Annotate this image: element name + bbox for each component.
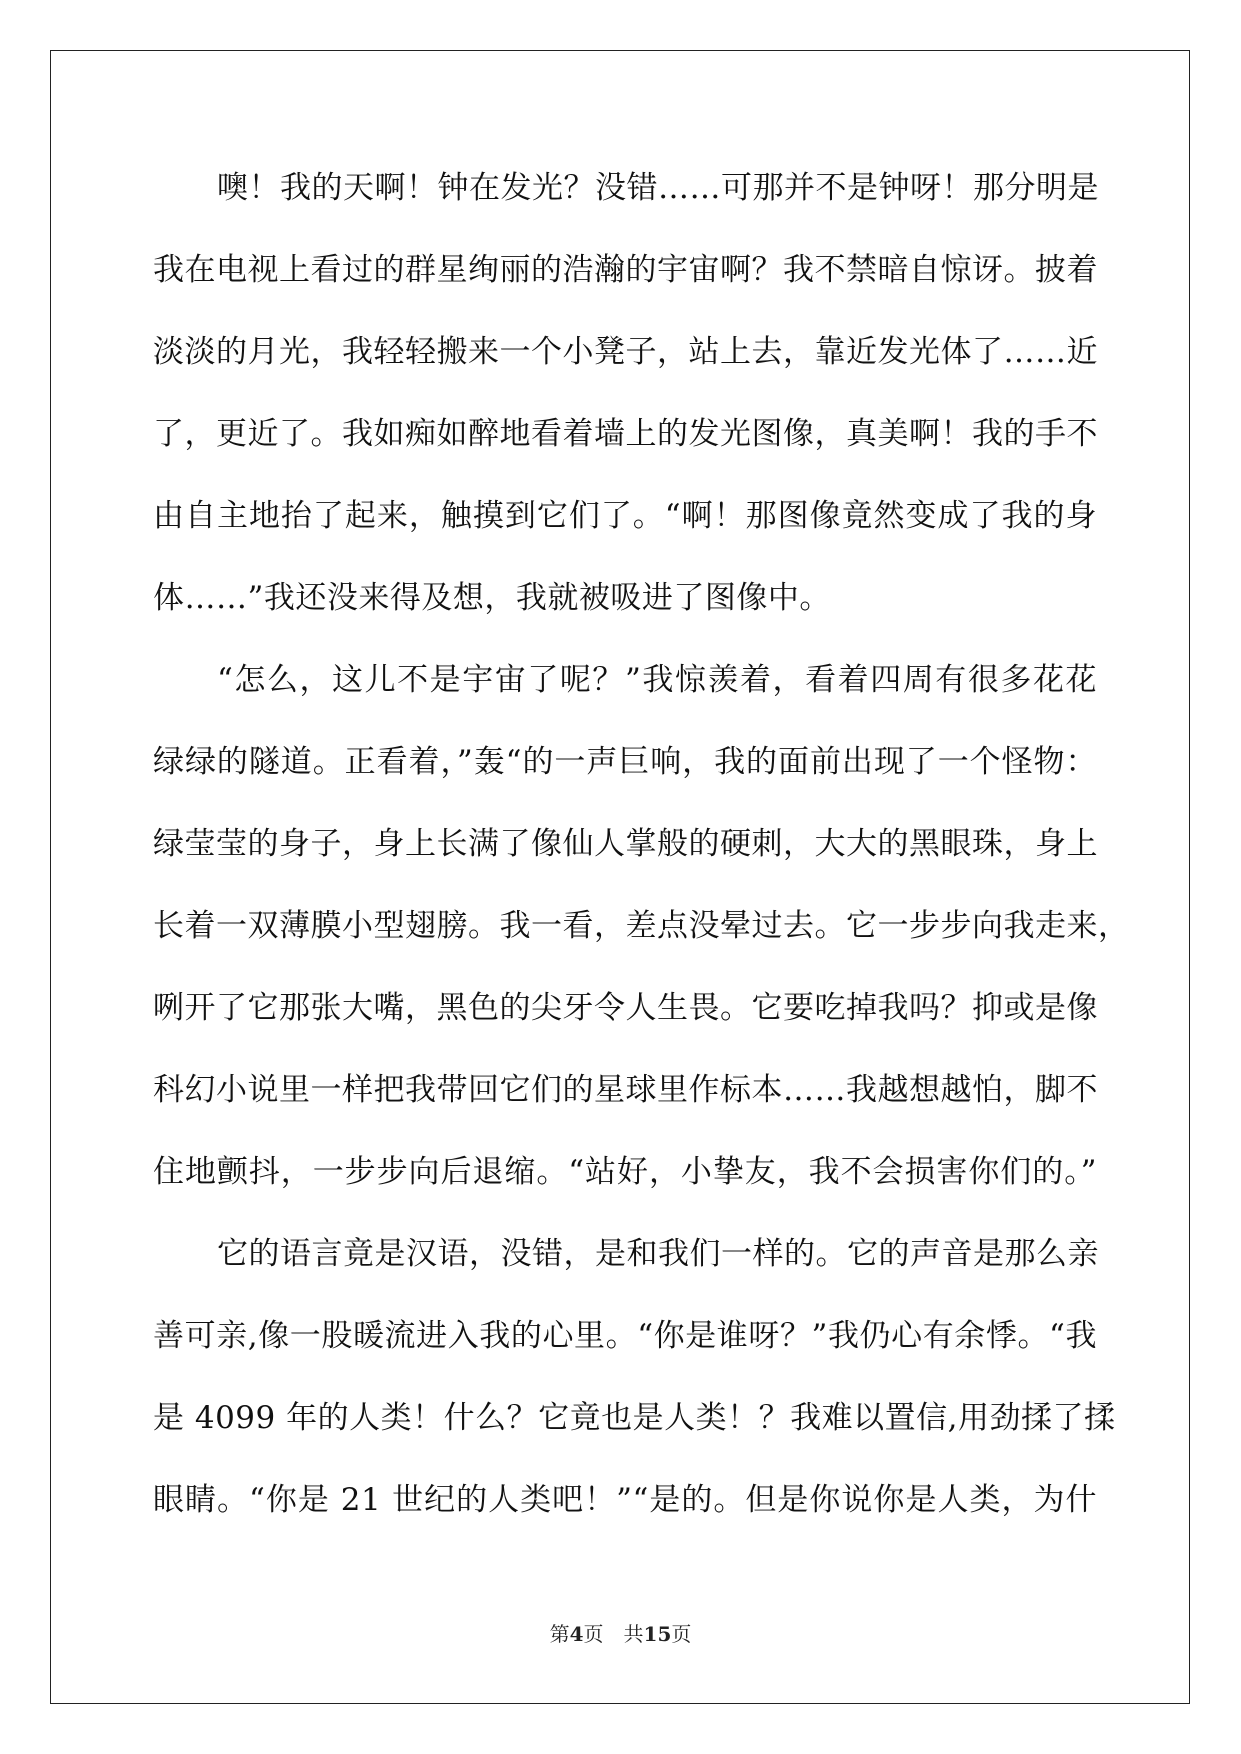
text-line: 了，更近了。我如痴如醉地看着墙上的发光图像，真美啊！我的手不 bbox=[153, 416, 1098, 452]
text-line: 我在电视上看过的群星绚丽的浩瀚的宇宙啊？我不禁暗自惊讶。披着 bbox=[153, 252, 1098, 288]
text-line: 长着一双薄膜小型翅膀。我一看，差点没晕过去。它一步步向我走来， bbox=[153, 908, 1130, 944]
document-body bbox=[153, 163, 1130, 1557]
text-line: 噢！我的天啊！钟在发光？没错……可那并不是钟呀！那分明是 bbox=[217, 170, 1099, 206]
text-line: 科幻小说里一样把我带回它们的星球里作标本……我越想越怕，脚不 bbox=[153, 1072, 1098, 1108]
text-line: 善可亲,像一股暖流进入我的心里。“你是谁呀？”我仍心有余悸。“我 bbox=[153, 1318, 1097, 1354]
current-page-number: 4 bbox=[569, 1622, 584, 1646]
page-footer bbox=[0, 1618, 1241, 1647]
text-line: 它的语言竟是汉语，没错，是和我们一样的。它的声音是那么亲 bbox=[217, 1236, 1099, 1272]
footer-middle: 页 共 bbox=[583, 1622, 644, 1646]
text-line: “怎么，这儿不是宇宙了呢？”我惊羡着，看着四周有很多花花 bbox=[217, 662, 1097, 698]
text-line: 咧开了它那张大嘴，黑色的尖牙令人生畏。它要吃掉我吗？抑或是像 bbox=[153, 990, 1098, 1026]
total-page-count: 15 bbox=[643, 1622, 672, 1646]
text-line: 住地颤抖，一步步向后退缩。“站好，小挚友，我不会损害你们的。” bbox=[153, 1154, 1097, 1190]
text-line: 淡淡的月光，我轻轻搬来一个小凳子，站上去，靠近发光体了……近 bbox=[153, 334, 1098, 370]
text-line: 眼睛。“你是 21 世纪的人类吧！”“是的。但是你说你是人类，为什 bbox=[153, 1482, 1097, 1518]
text-line: 绿莹莹的身子，身上长满了像仙人掌般的硬刺，大大的黑眼珠，身上 bbox=[153, 826, 1098, 862]
text-line: 绿绿的隧道。正看着，”轰“的一声巨响，我的面前出现了一个怪物： bbox=[153, 744, 1097, 780]
footer-suffix: 页 bbox=[671, 1622, 692, 1646]
text-line: 体……”我还没来得及想，我就被吸进了图像中。 bbox=[153, 580, 831, 616]
text-line: 是 4099 年的人类！什么？它竟也是人类！？我难以置信,用劲揉了揉 bbox=[153, 1400, 1116, 1436]
footer-prefix: 第 bbox=[549, 1622, 570, 1646]
text-line: 由自主地抬了起来，触摸到它们了。“啊！那图像竟然变成了我的身 bbox=[153, 498, 1097, 534]
